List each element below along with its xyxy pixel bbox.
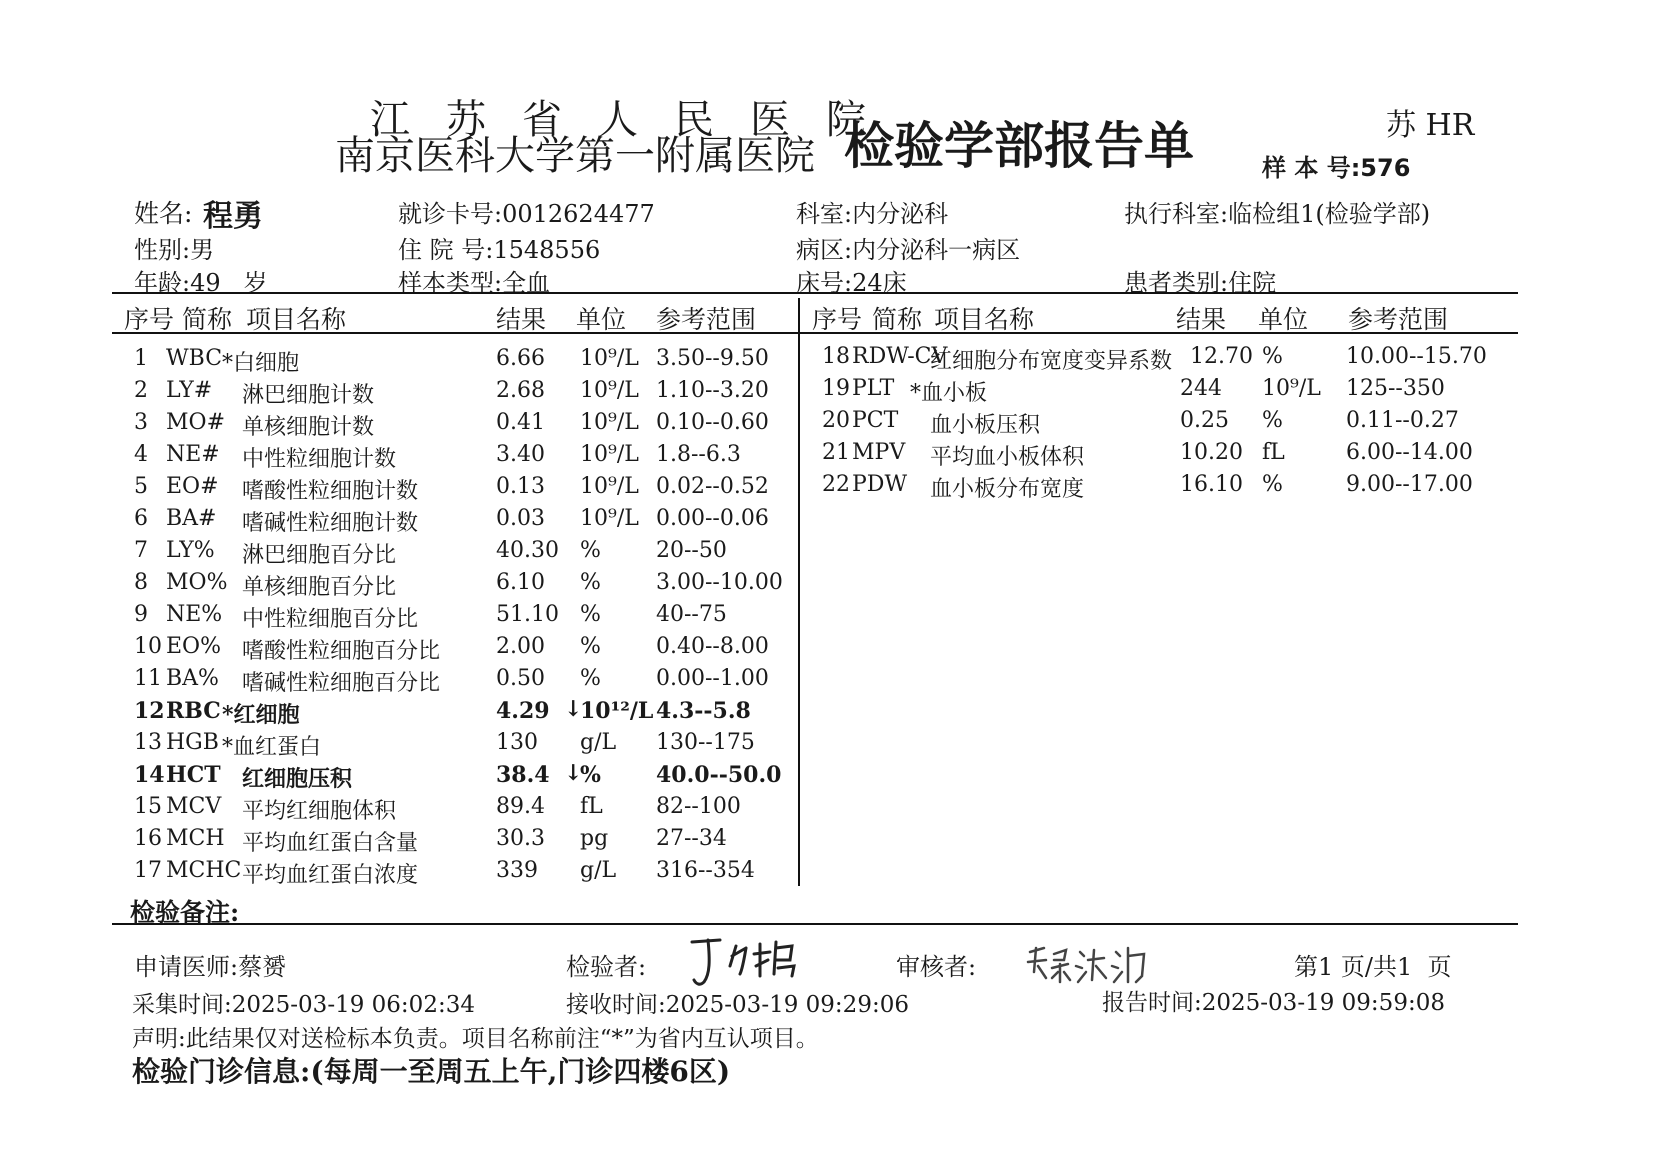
- row-abbr: MO%: [166, 570, 228, 595]
- row-seq: 17: [134, 858, 162, 883]
- row-range: 0.02--0.52: [656, 474, 769, 499]
- row-abbr: MCHC: [166, 858, 242, 883]
- row-abbr: MCV: [166, 794, 222, 819]
- report-code: 苏 HR: [1386, 108, 1475, 143]
- row-unit: 10⁹/L: [580, 442, 639, 467]
- row-item-name: 淋巴细胞百分比: [242, 543, 397, 568]
- row-abbr: BA%: [166, 666, 219, 691]
- row-abbr: RBC: [166, 698, 221, 724]
- row-range: 1.10--3.20: [656, 378, 769, 403]
- row-abbr: RDW-CV: [852, 344, 948, 369]
- row-result: 30.3: [496, 826, 545, 851]
- row-item-name: 红细胞分布宽度变异系数: [930, 349, 1173, 374]
- row-unit: %: [580, 666, 601, 691]
- row-result: 2.68: [496, 378, 545, 403]
- row-range: 3.50--9.50: [656, 346, 769, 371]
- receive-time: 接收时间:2025-03-19 09:29:06: [566, 992, 909, 1018]
- row-result: 40.30: [496, 538, 559, 563]
- statement: 声明:此结果仅对送检标本负责。项目名称前注“*”为省内互认项目。: [132, 1026, 819, 1052]
- row-item-name: *红细胞: [222, 702, 300, 728]
- row-item-name: 嗜碱性粒细胞计数: [242, 511, 419, 536]
- reviewer-signature: [1024, 938, 1154, 988]
- row-range: 0.11--0.27: [1346, 408, 1459, 433]
- row-seq: 7: [134, 538, 148, 563]
- sample-number: 样 本 号:576: [1262, 154, 1411, 182]
- row-item-name: 平均血小板体积: [930, 445, 1085, 470]
- row-unit: 10⁹/L: [1262, 376, 1321, 401]
- row-item-name: 血小板分布宽度: [930, 477, 1085, 502]
- row-abbr: PDW: [852, 472, 908, 497]
- col-abbr-left: 简称: [182, 305, 233, 334]
- page-indicator: 第1 页/共1 页: [1294, 953, 1452, 981]
- row-abbr: MPV: [852, 440, 906, 465]
- row-seq: 6: [134, 506, 148, 531]
- row-result: 0.25: [1180, 408, 1229, 433]
- col-seq-left: 序号: [124, 305, 175, 334]
- sample-type: 样本类型:全血: [398, 269, 551, 297]
- row-unit: 10⁹/L: [580, 346, 639, 371]
- row-range: 40.0--50.0: [656, 762, 782, 788]
- row-unit: %: [580, 570, 601, 595]
- col-seq-right: 序号: [812, 305, 863, 334]
- row-unit: 10⁹/L: [580, 378, 639, 403]
- row-unit: %: [580, 762, 601, 788]
- row-seq: 5: [134, 474, 148, 499]
- column-divider: [798, 298, 800, 886]
- row-seq: 1: [134, 346, 148, 371]
- row-abbr: HCT: [166, 762, 221, 788]
- row-item-name: 淋巴细胞计数: [242, 383, 375, 408]
- row-range: 1.8--6.3: [656, 442, 741, 467]
- row-abbr: PCT: [852, 408, 899, 433]
- row-result: 0.41: [496, 410, 545, 435]
- row-seq: 15: [134, 794, 162, 819]
- row-unit: 10⁹/L: [580, 506, 639, 531]
- exec-department: 执行科室:临检组1(检验学部): [1124, 200, 1431, 228]
- row-seq: 16: [134, 826, 162, 851]
- row-unit: %: [1262, 344, 1283, 369]
- row-range: 125--350: [1346, 376, 1445, 401]
- row-abbr: LY%: [166, 538, 215, 563]
- report-title: 检验学部报告单: [844, 117, 1194, 175]
- col-item-right: 项目名称: [934, 305, 1035, 334]
- row-abbr: MCH: [166, 826, 225, 851]
- row-range: 4.3--5.8: [656, 698, 751, 724]
- row-item-name: 中性粒细胞计数: [242, 447, 397, 472]
- col-range-right: 参考范围: [1348, 305, 1449, 334]
- row-item-name: 红细胞压积: [242, 766, 353, 792]
- row-range: 0.00--0.06: [656, 506, 769, 531]
- row-result: 10.20: [1180, 440, 1243, 465]
- row-item-name: 嗜碱性粒细胞百分比: [242, 671, 441, 696]
- col-abbr-right: 简称: [872, 305, 923, 334]
- hospital-name-line1: 江苏省人民医院: [370, 97, 902, 143]
- patient-type: 患者类别:住院: [1124, 269, 1277, 297]
- row-result: 339: [496, 858, 538, 883]
- row-abbr: NE%: [166, 602, 223, 627]
- row-range: 27--34: [656, 826, 727, 851]
- row-seq: 4: [134, 442, 148, 467]
- row-result: 3.40: [496, 442, 545, 467]
- row-range: 9.00--17.00: [1346, 472, 1473, 497]
- row-seq: 13: [134, 730, 162, 755]
- row-seq: 21: [822, 440, 850, 465]
- collect-time: 采集时间:2025-03-19 06:02:34: [132, 992, 475, 1018]
- row-item-name: 平均红细胞体积: [242, 799, 397, 824]
- col-unit-left: 单位: [576, 305, 627, 334]
- col-result-right: 结果: [1176, 305, 1227, 334]
- row-result: 4.29: [496, 698, 550, 724]
- row-range: 82--100: [656, 794, 741, 819]
- row-seq: 2: [134, 378, 148, 403]
- row-abbr: EO%: [166, 634, 221, 659]
- row-unit: 10⁹/L: [580, 474, 639, 499]
- row-result: 0.50: [496, 666, 545, 691]
- row-result: 16.10: [1180, 472, 1243, 497]
- row-range: 20--50: [656, 538, 727, 563]
- row-result: 130: [496, 730, 538, 755]
- row-range: 40--75: [656, 602, 727, 627]
- row-unit: g/L: [580, 858, 617, 883]
- row-item-name: 平均血红蛋白浓度: [242, 863, 419, 888]
- requesting-doctor: 申请医师:蔡赟: [134, 953, 287, 981]
- row-item-name: 嗜酸性粒细胞百分比: [242, 639, 441, 664]
- row-result: 51.10: [496, 602, 559, 627]
- row-unit: %: [1262, 408, 1283, 433]
- report-time: 报告时间:2025-03-19 09:59:08: [1102, 990, 1445, 1016]
- row-result: 12.70: [1190, 344, 1253, 369]
- age: 年龄:49 岁: [134, 269, 268, 297]
- inpatient-number: 住 院 号:1548556: [398, 236, 601, 264]
- row-result: 2.00: [496, 634, 545, 659]
- row-unit: 10⁹/L: [580, 410, 639, 435]
- divider-top: [112, 292, 1518, 294]
- row-abbr: HGB: [166, 730, 219, 755]
- row-result: 6.10: [496, 570, 545, 595]
- row-item-name: 嗜酸性粒细胞计数: [242, 479, 419, 504]
- row-result: 38.4: [496, 762, 550, 788]
- row-unit: %: [580, 538, 601, 563]
- row-abbr: PLT: [852, 376, 895, 401]
- reviewer-label: 审核者:: [896, 953, 977, 981]
- row-abbr: NE#: [166, 442, 220, 467]
- row-seq: 18: [822, 344, 850, 369]
- row-abbr: EO#: [166, 474, 219, 499]
- row-result: 0.03: [496, 506, 545, 531]
- ward: 病区:内分泌科一病区: [796, 236, 1021, 264]
- col-item-left: 项目名称: [246, 305, 347, 334]
- col-result-left: 结果: [496, 305, 547, 334]
- row-result: 0.13: [496, 474, 545, 499]
- row-seq: 9: [134, 602, 148, 627]
- row-abbr: BA#: [166, 506, 217, 531]
- row-abbr: MO#: [166, 410, 225, 435]
- row-flag-down: ↓: [564, 696, 583, 722]
- name-label: 姓名:: [134, 199, 193, 228]
- row-item-name: 平均血红蛋白含量: [242, 831, 419, 856]
- gender: 性别:男: [134, 236, 215, 264]
- row-unit: %: [580, 602, 601, 627]
- col-range-left: 参考范围: [656, 305, 757, 334]
- row-seq: 10: [134, 634, 162, 659]
- card-number: 就诊卡号:0012624477: [398, 200, 655, 228]
- row-abbr: WBC: [166, 346, 223, 371]
- row-abbr: LY#: [166, 378, 213, 403]
- row-unit: %: [1262, 472, 1283, 497]
- row-range: 0.10--0.60: [656, 410, 769, 435]
- hospital-name-line2: 南京医科大学第一附属医院: [335, 133, 815, 179]
- divider-bottom: [112, 923, 1518, 925]
- row-result: 89.4: [496, 794, 545, 819]
- row-unit: pg: [580, 826, 609, 851]
- row-seq: 19: [822, 376, 850, 401]
- row-result: 6.66: [496, 346, 545, 371]
- row-item-name: 单核细胞计数: [242, 415, 375, 440]
- row-unit: fL: [580, 794, 603, 819]
- row-seq: 3: [134, 410, 148, 435]
- row-range: 0.40--8.00: [656, 634, 769, 659]
- row-seq: 12: [134, 698, 165, 724]
- tester-signature: [680, 930, 820, 990]
- row-unit: fL: [1262, 440, 1285, 465]
- row-item-name: *血小板: [910, 381, 988, 406]
- clinic-info: 检验门诊信息:(每周一至周五上午,门诊四楼6区): [132, 1055, 731, 1088]
- row-seq: 22: [822, 472, 850, 497]
- department: 科室:内分泌科: [796, 200, 949, 228]
- row-range: 6.00--14.00: [1346, 440, 1473, 465]
- row-flag-down: ↓: [564, 760, 583, 786]
- row-seq: 14: [134, 762, 165, 788]
- row-seq: 11: [134, 666, 162, 691]
- remarks-label: 检验备注:: [130, 898, 240, 927]
- patient-name: 程勇: [203, 199, 263, 234]
- row-unit: %: [580, 634, 601, 659]
- row-seq: 20: [822, 408, 850, 433]
- col-unit-right: 单位: [1258, 305, 1309, 334]
- row-item-name: *白细胞: [222, 351, 300, 376]
- row-range: 3.00--10.00: [656, 570, 783, 595]
- row-item-name: *血红蛋白: [222, 735, 322, 760]
- row-item-name: 中性粒细胞百分比: [242, 607, 419, 632]
- row-item-name: 血小板压积: [930, 413, 1041, 438]
- row-range: 10.00--15.70: [1346, 344, 1487, 369]
- tester-label: 检验者:: [566, 953, 647, 981]
- bed-number: 床号:24床: [796, 269, 907, 297]
- row-result: 244: [1180, 376, 1222, 401]
- row-item-name: 单核细胞百分比: [242, 575, 397, 600]
- row-unit: 10¹²/L: [580, 698, 654, 724]
- row-unit: g/L: [580, 730, 617, 755]
- row-seq: 8: [134, 570, 148, 595]
- row-range: 0.00--1.00: [656, 666, 769, 691]
- row-range: 130--175: [656, 730, 755, 755]
- row-range: 316--354: [656, 858, 755, 883]
